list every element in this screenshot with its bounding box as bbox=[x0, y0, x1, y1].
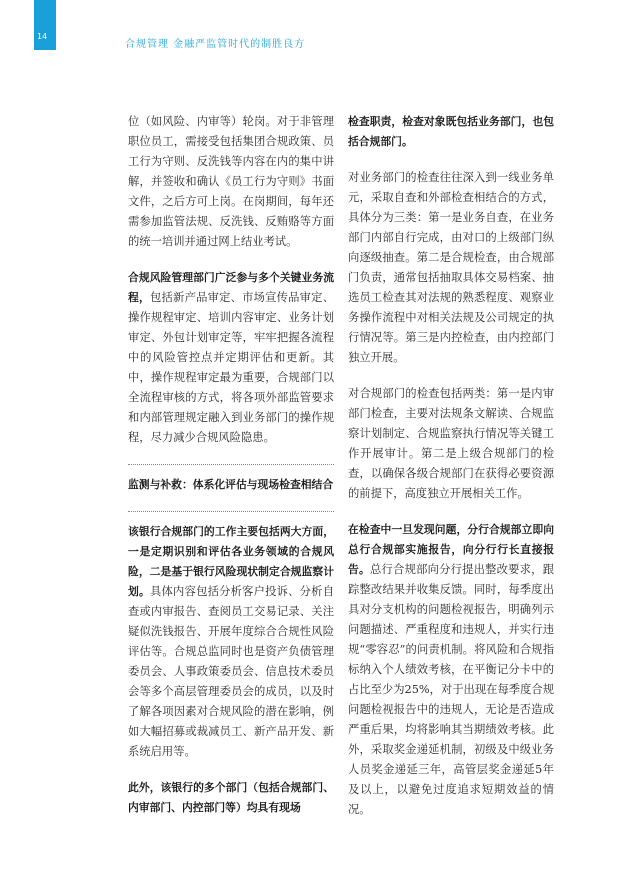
paragraph-body: 总行合规部向分行提出整改要求，跟踪整改结果并收集反馈。同时，每季度出具对分支机构的问题检视报告，明确列示问题描述、严重程度和违规人，并实行违规“零容忍”的问责机制。将风险和合规指标纳入个人绩效考核，在平衡记分卡中的占比至少为25%，对于出现在每季度合规问题检视报告中的违规人，无论是否造成严重后果，均将影响其当期绩效考核。此外，采取奖金递延机制，初级及中级业务人员奖金递延三年，高管层奖金递延5年及以上，以避免过度追求短期效益的情况。 bbox=[348, 563, 554, 816]
paragraph-lead: 该银行合规部门的工作主要包括两大方面，一是定期识别和评估各业务领域的合规风险，二是基于银行风险现状制定合规监察计划。 bbox=[128, 525, 334, 598]
paragraph bbox=[348, 112, 554, 152]
paragraph bbox=[128, 268, 334, 448]
page-number-tab bbox=[34, 0, 56, 50]
right-column bbox=[348, 112, 554, 836]
section-heading: 监测与补救：体系化评估与现场检查相结合 bbox=[128, 478, 334, 491]
paragraph-lead: 此外，该银行的多个部门（包括合规部门、内审部门、内控部门等）均具有现场 bbox=[128, 781, 334, 814]
paragraph: 对业务部门的检查往往深入到一线业务单元，采取自查和外部检查相结合的方式，具体分为三类：第一是业务自查，在业务部门内部自行完成，由对口的上级部门纵向逐级抽查。第二是合规检查，由合规部门负责，通常包括抽取具体交易档案、抽选员工检查其对法规的熟悉程度、观察业务操作流程中对相关法规及公司规定的执行情况等。第三是内控检查，由内控部门独立开展。 bbox=[348, 171, 554, 364]
section-divider bbox=[128, 511, 334, 512]
paragraph-lead: 合规风险管理部门广泛参与多个关键业务流程， bbox=[128, 271, 334, 304]
paragraph-body: 具体内容包括分析客户投诉、分析自查或内审报告、查阅员工交易记录、关注疑似洗钱报告、开展年度综合合规性风险评估等。合规总监同时也是资产负债管理委员会、人事政策委员会、信息技术委员会等多个高层管理委员会的成员，以及时了解各项因素对合规风险的潜在影响，例如大幅招募或裁减员工、新产品开发、新系统启用等。 bbox=[128, 585, 334, 758]
paragraph bbox=[128, 522, 334, 762]
section-divider bbox=[128, 464, 334, 465]
left-column bbox=[128, 112, 334, 834]
paragraph: 对合规部门的检查包括两类：第一是内审部门检查，主要对法规条文解读、合规监察计划制定、合规监察执行情况等关键工作开展审计。第二是上级合规部门的检查，以确保各级合规部门在获得必要资源的前提下，高度独立开展相关工作。 bbox=[348, 387, 554, 500]
paragraph-body: 包括新产品审定、市场宣传品审定、操作规程审定、培训内容审定、业务计划审定、外包计划审定等，牢牢把握各流程中的风险管控点并定期评估和更新。其中，操作规程审定最为重要，合规部门以全流程审核的方式，将各项外部监管要求和内部管理规定融入到业务部门的操作规程，尽力减少合规风险隐患。 bbox=[128, 291, 334, 444]
page-number: 14 bbox=[37, 32, 48, 41]
paragraph: 位（如风险、内审等）轮岗。对于非管理职位员工，需接受包括集团合规政策、员工行为守则、反洗钱等内容在内的集中讲解，并签收和确认《员工行为守则》书面文件，之后方可上岗。在岗期间，每年还需参加监管法规、反洗钱、反贿赂等方面的统一培训并通过网上结业考试。 bbox=[128, 115, 334, 248]
paragraph-lead: 在检查中一旦发现问题，分行合规部立即向总行合规部实施报告，向分行行长直接报告。 bbox=[348, 523, 554, 576]
paragraph bbox=[128, 778, 334, 818]
running-header: 合规管理 金融严监管时代的制胜良方 bbox=[125, 39, 306, 50]
paragraph bbox=[348, 520, 554, 820]
paragraph-lead: 检查职责，检查对象既包括业务部门，也包括合规部门。 bbox=[348, 115, 554, 148]
